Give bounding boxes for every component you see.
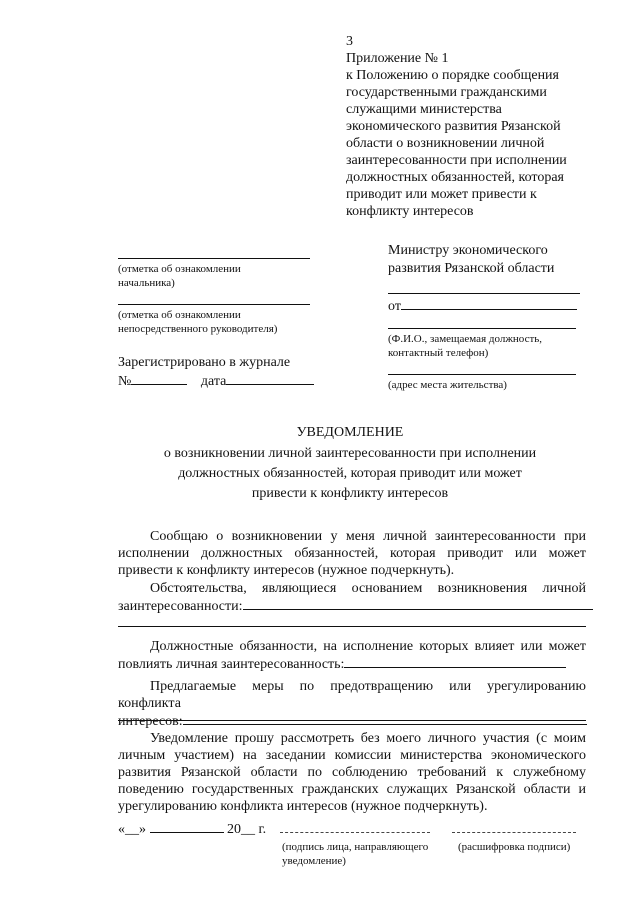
fio-line[interactable] xyxy=(388,328,576,329)
appendix-title: Приложение № 1 xyxy=(346,51,449,66)
date-label: дата xyxy=(200,374,227,389)
address-line[interactable] xyxy=(388,374,576,375)
measures-line-2 xyxy=(118,712,586,730)
appendix-line: должностных обязанностей, которая xyxy=(346,170,564,185)
appendix-line: приводит или может привести к xyxy=(346,187,537,202)
measures-label: интересов: xyxy=(118,714,183,729)
measures-field-2[interactable] xyxy=(118,720,586,721)
appendix-line: конфликту интересов xyxy=(346,204,474,219)
addressee-line-2: развития Рязанской области xyxy=(388,261,555,276)
paragraph-measures xyxy=(118,678,586,730)
appendix-line: экономического развития Рязанской xyxy=(346,119,561,134)
month-field[interactable] xyxy=(150,820,224,833)
paragraph-notice: Сообщаю о возникновении у меня личной заинтересованности при исполнении должностных обязанностей, которая приводит или может привести к конфликту интересов (нужное подчеркнуть). xyxy=(118,529,586,578)
circumstances-field-2[interactable] xyxy=(118,626,586,627)
circumstances-line-1: Обстоятельства, являющиеся основанием возникновения личной xyxy=(150,581,586,596)
document-title: УВЕДОМЛЕНИЕ xyxy=(296,425,404,440)
appendix-line: к Положению о порядке сообщения xyxy=(346,68,559,83)
appendix-line: служащими министерства xyxy=(346,102,502,117)
signature-date xyxy=(118,820,266,838)
from-label: от xyxy=(388,299,401,314)
circumstances-line-2 xyxy=(118,597,586,615)
paragraph-request: Уведомление прошу рассмотреть без моего личного участия (с моим личным участием) на заседании комиссии министерства экономического развития Рязанской области по соблюдению требований к служебному поведению государственных гражданских служащих Рязанской области и урегулированию конфликта интересов (нужное подчеркнуть). xyxy=(118,731,586,814)
duties-label: повлиять личная заинтересованность: xyxy=(118,657,345,672)
day-field[interactable]: «__» xyxy=(118,822,146,837)
subtitle-line: привести к конфликту интересов xyxy=(251,486,449,501)
year-field[interactable]: 20__ г. xyxy=(227,822,267,837)
appendix-line: области о возникновении личной xyxy=(346,136,545,151)
duties-line-2 xyxy=(118,655,586,673)
appendix-header xyxy=(346,50,606,220)
page-number: 3 xyxy=(346,34,353,49)
decode-hint: (расшифровка подписи) xyxy=(458,841,571,853)
addressee-line-1: Министру экономического xyxy=(388,243,548,258)
date-field[interactable] xyxy=(226,372,314,385)
number-label: № xyxy=(118,374,132,389)
from-field[interactable] xyxy=(401,297,577,310)
head-ack-line xyxy=(118,258,310,259)
decode-line[interactable] xyxy=(452,832,576,833)
appendix-line: государственными гражданскими xyxy=(346,85,547,100)
measures-field[interactable] xyxy=(183,712,587,725)
addressee-line xyxy=(388,293,580,294)
paragraph-circumstances xyxy=(118,580,586,615)
duties-field[interactable] xyxy=(344,655,566,668)
duties-line-1: Должностные обязанности, на исполнение которых влияет или может xyxy=(150,639,586,654)
signature-hint: (подпись лица, направляющего уведомление) xyxy=(282,841,429,867)
address-hint: (адрес места жительства) xyxy=(388,379,507,391)
head-ack-hint: (отметка об ознакомлении начальника) xyxy=(118,263,241,289)
manager-ack-line xyxy=(118,304,310,305)
register-row xyxy=(118,372,318,390)
measures-line-1: Предлагаемые меры по предотвращению или урегулированию конфликта xyxy=(118,679,586,711)
signature-line[interactable] xyxy=(280,832,430,833)
number-field[interactable] xyxy=(131,372,187,385)
circumstances-field[interactable] xyxy=(243,597,593,610)
fio-hint: (Ф.И.О., замещаемая должность, контактный телефон) xyxy=(388,333,543,359)
subtitle-line: о возникновении личной заинтересованности при исполнении xyxy=(163,446,537,461)
appendix-line: заинтересованности при исполнении xyxy=(346,153,567,168)
manager-ack-hint: (отметка об ознакомлении непосредственного руководителя) xyxy=(118,309,278,335)
from-row xyxy=(388,297,584,315)
subtitle-line: должностных обязанностей, которая приводит или может xyxy=(178,466,522,481)
circumstances-label: заинтересованности: xyxy=(118,599,243,614)
paragraph-duties xyxy=(118,638,586,673)
registered-label: Зарегистрировано в журнале xyxy=(118,355,291,370)
document-subtitle xyxy=(100,444,600,504)
